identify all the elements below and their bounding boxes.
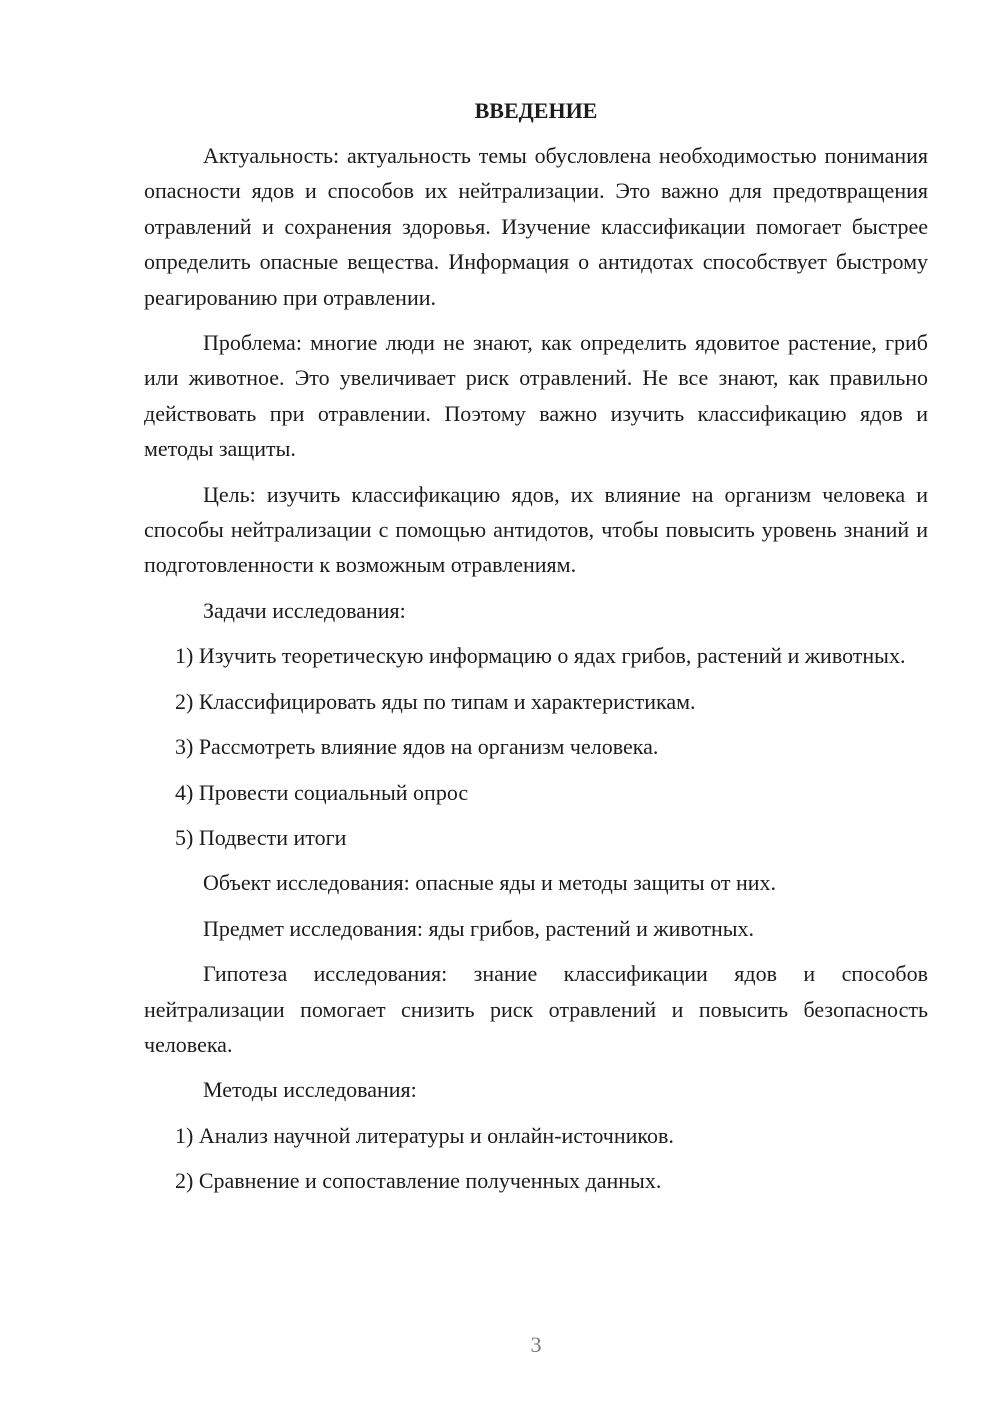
tasks-heading: Задачи исследования: [203, 597, 406, 623]
methods-heading: Методы исследования: [203, 1077, 417, 1103]
task-item: 1) Изучить теоретическую информацию о ядах грибов, растений и животных. [175, 643, 906, 669]
object-paragraph: Объект исследования: опасные яды и методы защиты от них. [203, 870, 777, 896]
relevance-paragraph: Актуальность: актуальность темы обусловлена необходимостью понимания опасности ядов и способов их нейтрализации. Это важно для предотвращения отравлений и сохранения здоровья. Изучение классификации помогает быстрее определить опасные вещества. Информация о антидотах способствует быстрому реагированию при отравлении. [144, 143, 928, 310]
method-item: 1) Анализ научной литературы и онлайн-источников. [175, 1122, 674, 1148]
subject-paragraph: Предмет исследования: яды грибов, растений и животных. [203, 915, 755, 941]
task-item: 4) Провести социальный опрос [175, 779, 469, 805]
task-item: 3) Рассмотреть влияние ядов на организм человека. [175, 734, 659, 760]
task-item: 5) Подвести итоги [175, 824, 347, 850]
hypothesis-paragraph: Гипотеза исследования: знание классификации ядов и способов нейтрализации помогает снизить риск отравлений и повысить безопасность человека. [144, 961, 928, 1057]
page-number: 3 [530, 1332, 542, 1357]
task-item: 2) Классифицировать яды по типам и характеристикам. [175, 688, 696, 714]
method-item: 2) Сравнение и сопоставление полученных данных. [175, 1168, 662, 1194]
problem-paragraph: Проблема: многие люди не знают, как определить ядовитое растение, гриб или животное. Это увеличивает риск отравлений. Не все знают, как правильно действовать при отравлении. Поэтому важно изучить классификацию ядов и методы защиты. [144, 330, 928, 462]
goal-paragraph: Цель: изучить классификацию ядов, их влияние на организм человека и способы нейтрализации с помощью антидотов, чтобы повысить уровень знаний и подготовленности к возможным отравлениям. [144, 481, 928, 578]
section-title: ВВЕДЕНИЕ [474, 98, 598, 123]
